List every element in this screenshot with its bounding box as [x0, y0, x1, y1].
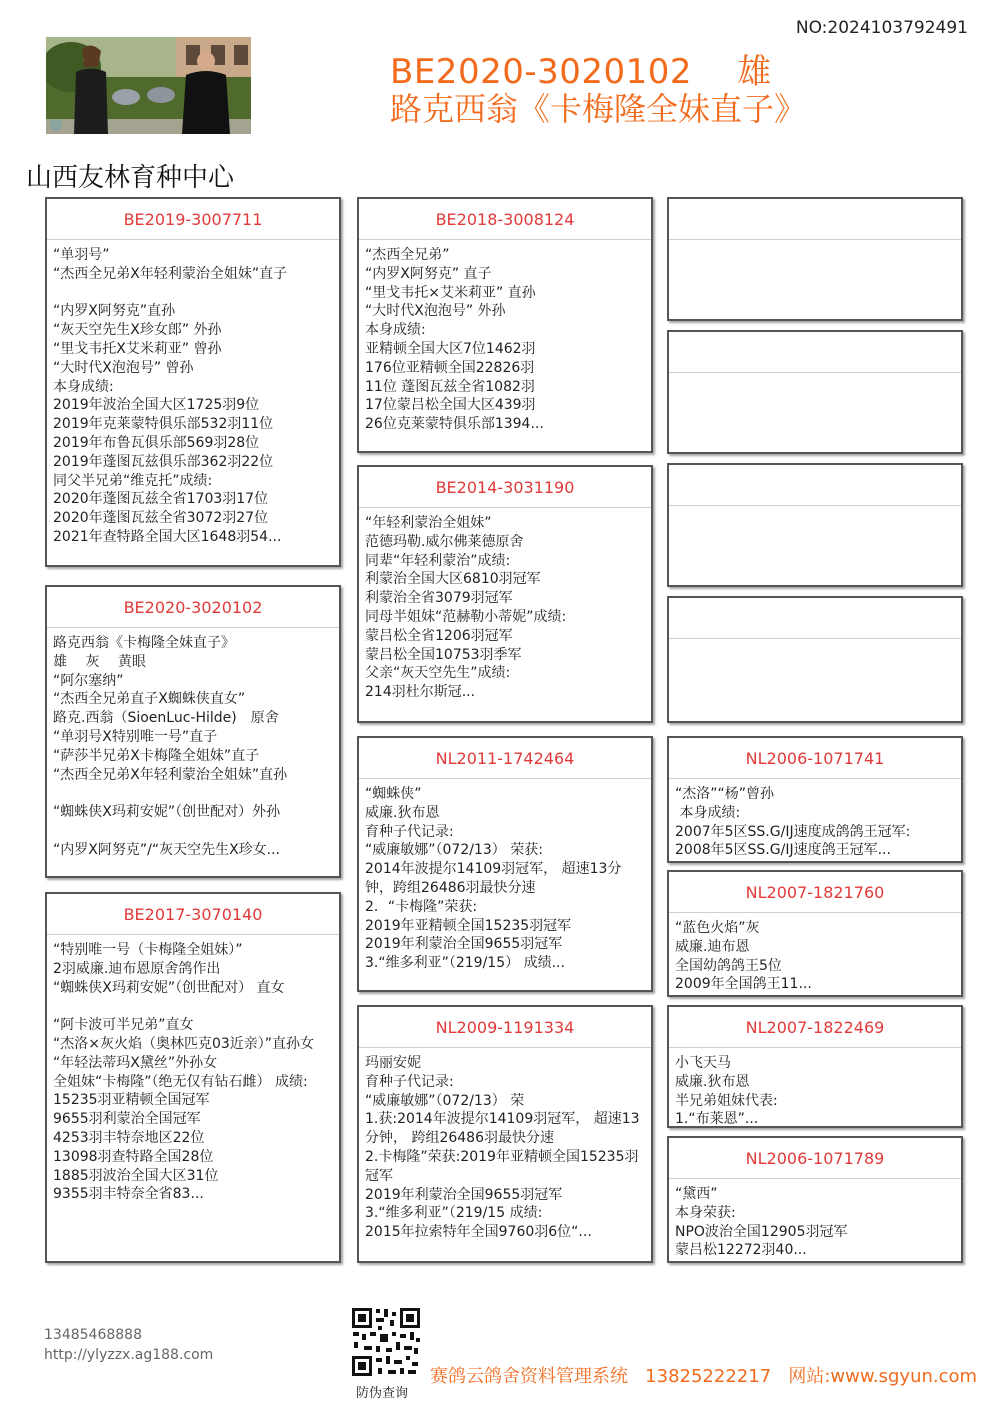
card-ring-number: BE2014-3031190 — [359, 467, 651, 508]
card-ring-number — [669, 332, 961, 373]
card-body-text: “单羽号” “杰西全兄弟X年轻利蒙治全姐妹”直子 “内罗X阿努克”直孙 “灰天空先生X珍女郎” 外孙 “里戈韦托X艾米莉亚” 曾孙 “大时代X泡泡号” 曾孙 本身成绩: 2019年波治全国大区1725羽9位 2019年克莱蒙特俱乐部532羽11位 2019年布鲁瓦俱乐部569羽28位 2019年蓬图瓦兹俱乐部362羽22位 同父半兄弟“维克托”成绩: 2020年蓬图瓦兹全省1703羽17位 2020年蓬图瓦兹全省3072羽27位 2021年查特路全国大区1648羽54... — [53, 247, 288, 545]
card-body-text: “蜘蛛侠” 威廉.狄布恩 育种子代记录: “威廉敏娜”（072/13） 荣获: 2014年波提尔14109羽冠军， 超速13分钟，跨组26486羽最快分速 2．“卡梅隆”荣获: 2019年亚精顿全国15235羽冠军 2019年利蒙治全国9655羽冠军 3.“维多利亚”（219/15） 成绩... — [365, 786, 622, 972]
card-ring-number: BE2019-3007711 — [47, 199, 339, 240]
breeding-center-name: 山西友林育种中心 — [26, 163, 235, 193]
card-ring-number: NL2011-1742464 — [359, 738, 651, 779]
card-body-text: “杰西全兄弟” “内罗X阿努克” 直子 “里戈韦托×艾米莉亚” 直孙 “大时代X泡泡号” 外孙 本身成绩: 亚精顿全国大区7位1462羽 176位亚精顿全国22826羽 11位 蓬图瓦兹全省1082羽 17位蒙吕松全国大区439羽 26位克莱蒙特俱乐部1394... — [365, 247, 544, 433]
card-ring-number: BE2018-3008124 — [359, 199, 651, 240]
site-link[interactable]: 网站:www.sgyun.com — [788, 1366, 978, 1387]
contact-info — [44, 1325, 213, 1365]
system-name: 赛鸽云鸽舍资料管理系统 — [430, 1366, 628, 1387]
pedigree-card-dam-sire — [357, 736, 653, 992]
card-body-text: “蓝色火焰”灰 威廉.迪布恩 全国幼鸽鸽王5位 2009年全国鸽王11... — [675, 920, 812, 993]
pedigree-card-empty-1 — [667, 197, 963, 321]
document-number: NO:2024103792491 — [795, 18, 968, 38]
pedigree-card-dam — [45, 892, 341, 1263]
website-url[interactable]: http://ylyzzx.ag188.com — [44, 1347, 214, 1363]
pigeon-sex: 雄 — [737, 52, 772, 92]
card-ring-number — [669, 465, 961, 506]
pedigree-card-sire — [45, 197, 341, 567]
card-body-text: “黛西” 本身荣获: NPO波治全国12905羽冠军 蒙吕松12272羽40... — [675, 1186, 848, 1259]
card-ring-number: NL2007-1821760 — [669, 872, 961, 913]
card-body-text: 小飞天马 威廉.狄布恩 半兄弟姐妹代表: 1.“布莱恩”... — [675, 1055, 778, 1128]
card-ring-number — [669, 598, 961, 639]
pedigree-card-g3-5 — [667, 736, 963, 863]
pedigree-card-empty-3 — [667, 463, 963, 587]
card-ring-number: BE2017-3070140 — [47, 894, 339, 935]
card-ring-number: NL2006-1071741 — [669, 738, 961, 779]
pedigree-card-empty-2 — [667, 330, 963, 454]
card-body-text: 路克西翁《卡梅隆全妹直子》 雄 灰 黄眼 “阿尔塞纳” “杰西全兄弟直子X蜘蛛侠直女” 路克.西翁（SioenLuc-Hilde) 原舍 “单羽号X特别唯一号”直子 “萨莎半兄弟X卡梅隆全姐妹”直子 “杰西全兄弟X年轻利蒙治全姐妹”直孙 “蜘蛛侠X玛莉安妮”（创世配对）外孙 “内罗X阿努克”/“灰天空先生X珍女... — [53, 635, 288, 858]
anti-counterfeit-label: 防伪查询 — [356, 1386, 409, 1401]
pedigree-card-sire-dam — [357, 465, 653, 723]
qr-code-icon[interactable] — [350, 1306, 422, 1378]
card-ring-number — [669, 199, 961, 240]
pedigree-card-empty-4 — [667, 596, 963, 723]
card-body-text: “年轻利蒙治全姐妹” 范德玛勒.威尔佛莱德原舍 同辈“年轻利蒙治”成绩: 利蒙治全国大区6810羽冠军 利蒙治全省3079羽冠军 同母半姐妹“范赫勒小蒂妮”成绩: 蒙吕松全省1206羽冠军 蒙吕松全国10753羽季军 父亲“灰天空先生”成绩: 214羽杜尔斯冠... — [365, 515, 567, 701]
card-ring-number: NL2009-1191334 — [359, 1007, 651, 1048]
card-ring-number: NL2007-1822469 — [669, 1007, 961, 1048]
pedigree-card-g3-7 — [667, 1005, 963, 1128]
phone-number: 13485468888 — [44, 1327, 142, 1343]
pedigree-card-g3-6 — [667, 870, 963, 997]
card-body-text: “特别唯一号（卡梅隆全姐妹）” 2羽威廉.迪布恩原舍鸽作出 “蜘蛛侠X玛莉安妮”（创世配对） 直女 “阿卡波可半兄弟”直女 “杰洛×灰火焰（奥林匹克03近亲）”直孙女 “年轻法蒂玛X黛丝”外孙女 全姐妹“卡梅隆”（绝无仅有钻石雌） 成绩: 15235羽亚精顿全国冠军 9655羽利蒙治全国冠军 4253羽丰特奈地区22位 13098羽查特路全国28位 1885羽波治全国大区31位 9355羽丰特奈全省83... — [53, 942, 315, 1203]
hotline-number: 13825222217 — [645, 1366, 772, 1387]
pigeon-ring: BE2020-3020102 — [390, 52, 693, 92]
card-body-text: 玛丽安妮 育种子代记录: “威廉敏娜”（072/13） 荣 1.获:2014年波提尔14109羽冠军， 超速13分钟， 跨组26486羽最快分速 2.卡梅隆”荣获:2019年亚精顿全国15235羽冠军 2019年利蒙治全国9655羽冠军 3.“维多利亚”（219/15 成绩: 2015年拉索特年全国9760羽6位“... — [365, 1055, 640, 1241]
card-ring-number: NL2006-1071789 — [669, 1138, 961, 1179]
card-body-text: “杰洛”“杨”曾孙 本身成绩: 2007年5区SS.G/IJ速度成鸽鸽王冠军: 2008年5区SS.G/IJ速度鸽王冠军... — [675, 786, 911, 859]
pedigree-card-dam-dam — [357, 1005, 653, 1263]
footer-branding — [430, 1362, 977, 1388]
pedigree-card-sire-sire — [357, 197, 653, 453]
owner-photo — [46, 37, 251, 134]
card-ring-number: BE2020-3020102 — [47, 587, 339, 628]
pedigree-card-subject — [45, 585, 341, 878]
pedigree-card-g3-8 — [667, 1136, 963, 1263]
pigeon-name: 路克西翁《卡梅隆全妹直子》 — [390, 90, 807, 128]
